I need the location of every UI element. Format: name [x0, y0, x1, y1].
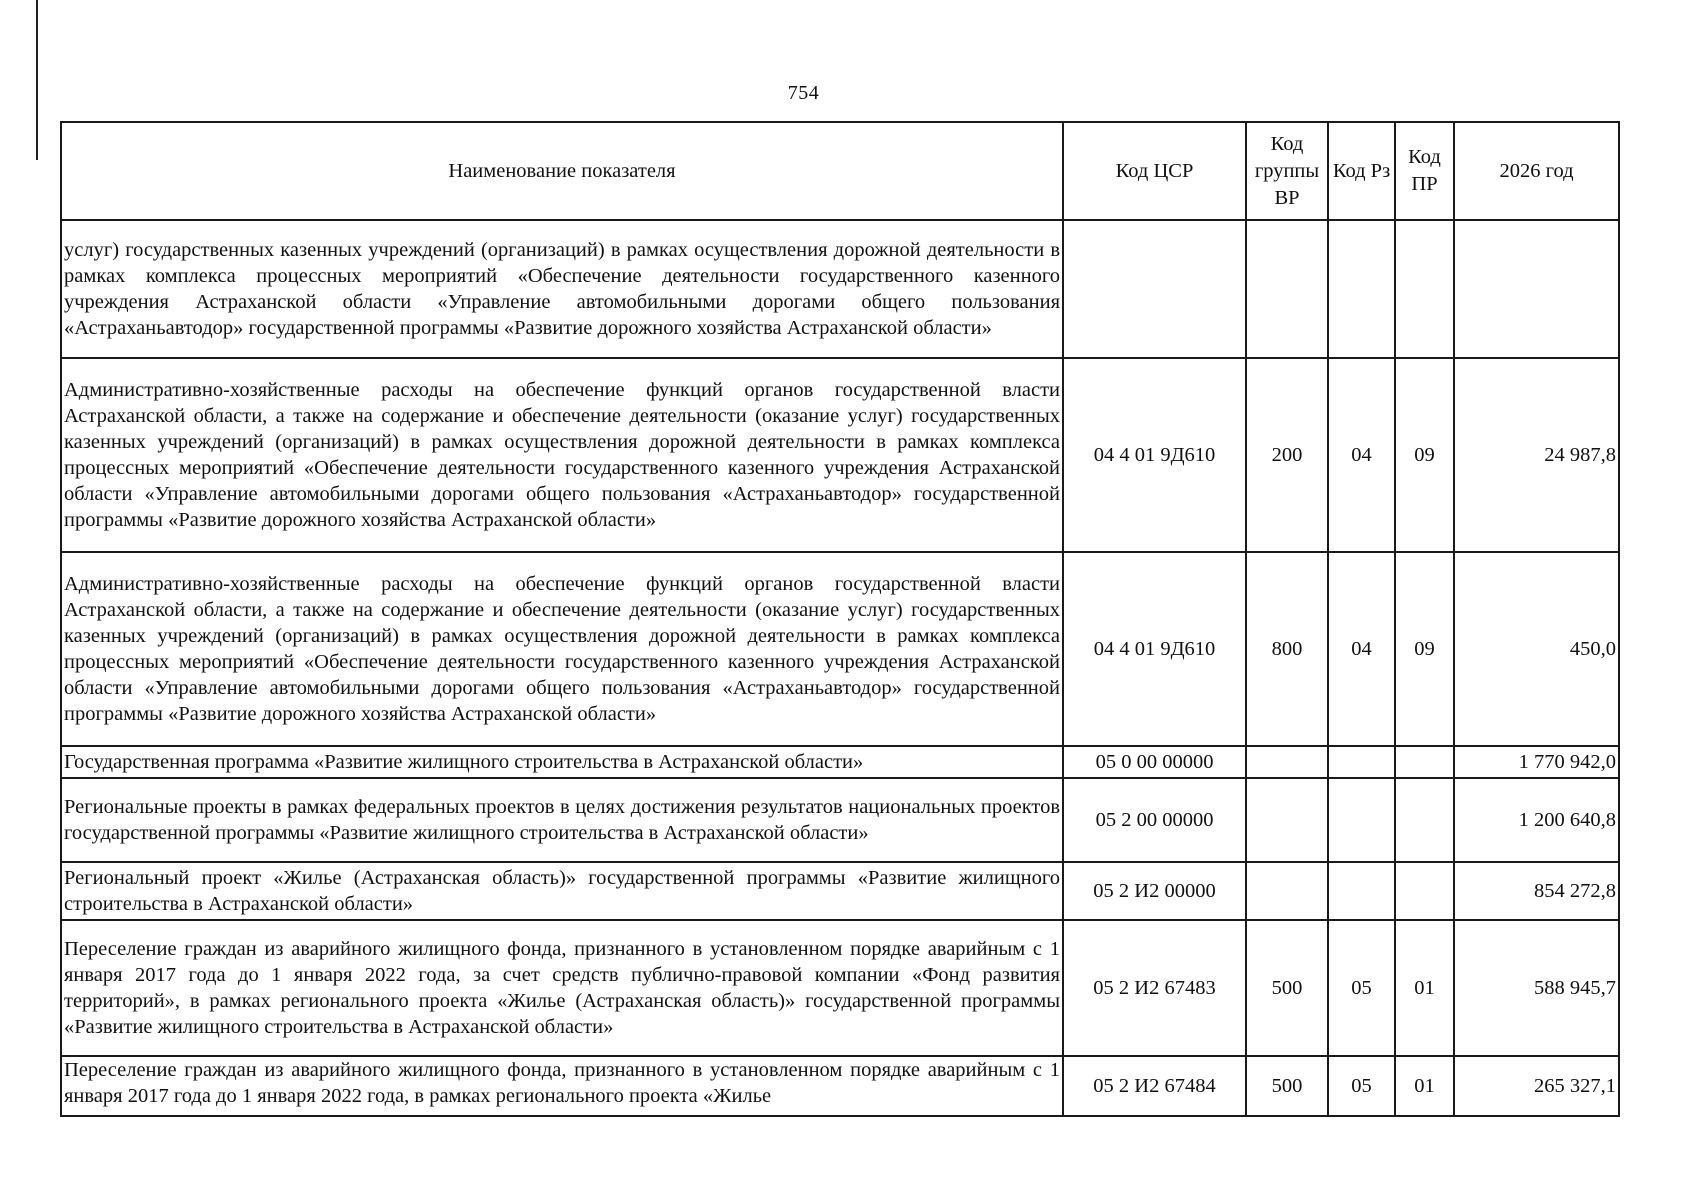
row-rz-code — [1328, 220, 1395, 358]
row-vr-code: 800 — [1246, 552, 1328, 746]
row-vr-code — [1246, 746, 1328, 778]
table-row — [61, 220, 1619, 358]
row-pr-code — [1395, 778, 1454, 862]
row-name: Административно-хозяйственные расходы на обеспечение функций органов государственной власти Астраханской области, а также на содержание и обеспечение деятельности (оказание услуг) государственных казенных учреждений (организаций) в рамках осуществления дорожной деятельности в рамках комплекса процессных мероприятий «Обеспечение деятельности государственного казенного учреждения Астраханской области «Управление автомобильными дорогами общего пользования «Астраханьавтодор» государственной программы «Развитие дорожного хозяйства Астраханской области» — [61, 358, 1063, 552]
row-name: Государственная программа «Развитие жилищного строительства в Астраханской области» — [61, 746, 1063, 778]
header-pr-code: Код ПР — [1395, 122, 1454, 220]
page-number: 754 — [787, 82, 820, 104]
row-vr-code — [1246, 778, 1328, 862]
row-csr-code: 05 2 00 00000 — [1063, 778, 1246, 862]
row-vr-code — [1246, 220, 1328, 358]
row-amount: 854 272,8 — [1454, 862, 1619, 920]
row-rz-code — [1328, 778, 1395, 862]
budget-table-container — [60, 121, 1620, 1117]
row-name: Переселение граждан из аварийного жилищного фонда, признанного в установленном порядке аварийным с 1 января 2017 года до 1 января 2022 года, за счет средств публично-правовой компании «Фонд развития территорий», в рамках регионального проекта «Жилье (Астраханская область)» государственной программы «Развитие жилищного строительства в Астраханской области» — [61, 920, 1063, 1056]
row-csr-code: 04 4 01 9Д610 — [1063, 358, 1246, 552]
table-row — [61, 1056, 1619, 1116]
left-margin-rule — [36, 0, 38, 160]
header-vr-code: Код группы ВР — [1246, 122, 1328, 220]
row-amount: 24 987,8 — [1454, 358, 1619, 552]
row-amount: 1 770 942,0 — [1454, 746, 1619, 778]
table-row — [61, 358, 1619, 552]
header-year-2026: 2026 год — [1454, 122, 1619, 220]
header-rz-code: Код Рз — [1328, 122, 1395, 220]
row-rz-code: 04 — [1328, 552, 1395, 746]
row-rz-code — [1328, 862, 1395, 920]
header-name: Наименование показателя — [61, 122, 1063, 220]
row-rz-code: 05 — [1328, 1056, 1395, 1116]
row-pr-code — [1395, 862, 1454, 920]
row-vr-code: 500 — [1246, 1056, 1328, 1116]
row-name: Региональный проект «Жилье (Астраханская область)» государственной программы «Развитие жилищного строительства в Астраханской области» — [61, 862, 1063, 920]
row-amount: 265 327,1 — [1454, 1056, 1619, 1116]
row-amount: 588 945,7 — [1454, 920, 1619, 1056]
row-vr-code: 500 — [1246, 920, 1328, 1056]
row-csr-code: 05 2 И2 67484 — [1063, 1056, 1246, 1116]
row-pr-code — [1395, 220, 1454, 358]
row-csr-code: 04 4 01 9Д610 — [1063, 552, 1246, 746]
row-amount — [1454, 220, 1619, 358]
row-csr-code: 05 2 И2 67483 — [1063, 920, 1246, 1056]
row-name: услуг) государственных казенных учреждений (организаций) в рамках осуществления дорожной деятельности в рамках комплекса процессных мероприятий «Обеспечение деятельности государственного казенного учреждения Астраханской области «Управление автомобильными дорогами общего пользования «Астраханьавтодор» государственной программы «Развитие дорожного хозяйства Астраханской области» — [61, 220, 1063, 358]
row-csr-code — [1063, 220, 1246, 358]
table-row — [61, 920, 1619, 1056]
budget-table — [60, 121, 1620, 1117]
row-csr-code: 05 2 И2 00000 — [1063, 862, 1246, 920]
row-name: Переселение граждан из аварийного жилищного фонда, признанного в установленном порядке аварийным с 1 января 2017 года до 1 января 2022 года, в рамках регионального проекта «Жилье — [61, 1056, 1063, 1116]
row-name: Административно-хозяйственные расходы на обеспечение функций органов государственной власти Астраханской области, а также на содержание и обеспечение деятельности (оказание услуг) государственных казенных учреждений (организаций) в рамках осуществления дорожной деятельности в рамках комплекса процессных мероприятий «Обеспечение деятельности государственного казенного учреждения Астраханской области «Управление автомобильными дорогами общего пользования «Астраханьавтодор» государственной программы «Развитие дорожного хозяйства Астраханской области» — [61, 552, 1063, 746]
table-header-row — [61, 122, 1619, 220]
row-pr-code: 09 — [1395, 358, 1454, 552]
row-rz-code: 05 — [1328, 920, 1395, 1056]
row-vr-code — [1246, 862, 1328, 920]
row-pr-code: 01 — [1395, 920, 1454, 1056]
row-rz-code — [1328, 746, 1395, 778]
row-amount: 1 200 640,8 — [1454, 778, 1619, 862]
table-row — [61, 778, 1619, 862]
row-csr-code: 05 0 00 00000 — [1063, 746, 1246, 778]
row-rz-code: 04 — [1328, 358, 1395, 552]
row-amount: 450,0 — [1454, 552, 1619, 746]
row-pr-code — [1395, 746, 1454, 778]
table-row — [61, 746, 1619, 778]
header-csr-code: Код ЦСР — [1063, 122, 1246, 220]
row-vr-code: 200 — [1246, 358, 1328, 552]
table-row — [61, 552, 1619, 746]
row-name: Региональные проекты в рамках федеральных проектов в целях достижения результатов национальных проектов государственной программы «Развитие жилищного строительства в Астраханской области» — [61, 778, 1063, 862]
table-row — [61, 862, 1619, 920]
row-pr-code: 09 — [1395, 552, 1454, 746]
row-pr-code: 01 — [1395, 1056, 1454, 1116]
